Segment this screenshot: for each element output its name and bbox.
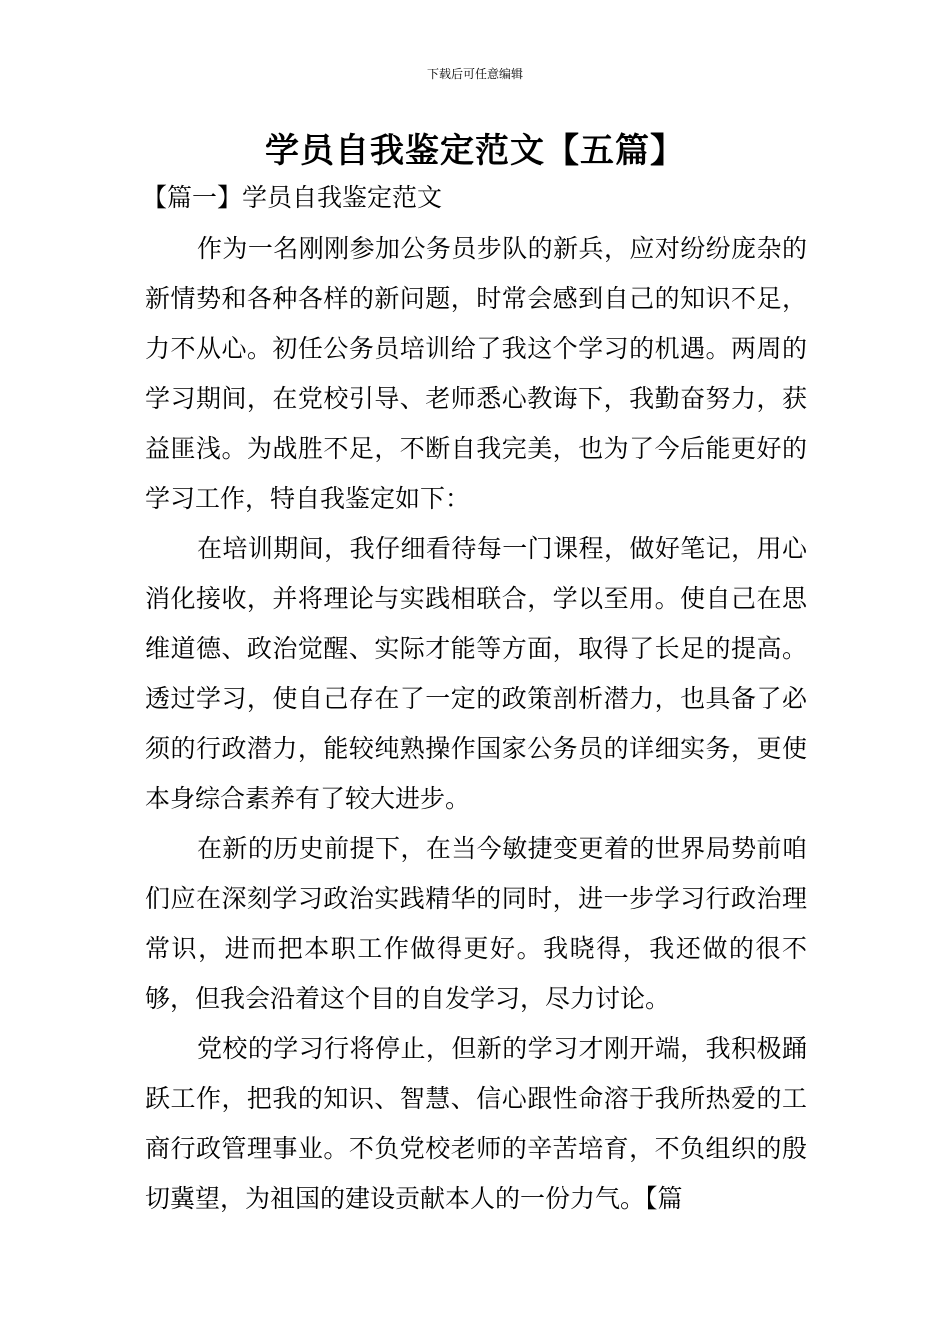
page-title: 学员自我鉴定范文【五篇】: [265, 131, 685, 171]
header-note: 下载后可任意编辑: [426, 67, 523, 81]
paragraph: 党校的学习行将停止，但新的学习才刚开端，我积极踊跃工作，把我的知识、智慧、信心跟性命溶于我所热爱的工商行政管理事业。不负党校老师的辛苦培育，不负组织的殷切冀望，为祖国的建设贡献本人的一份力气。【篇: [145, 1034, 807, 1213]
paragraph: 在培训期间，我仔细看待每一门课程，做好笔记，用心消化接收，并将理论与实践相联合，学以至用。使自己在思维道德、政治觉醒、实际才能等方面，取得了长足的提高。透过学习，使自己存在了一定的政策剖析潜力，也具备了必须的行政潜力，能较纯熟操作国家公务员的详细实务，更使本身综合素养有了较大进步。: [145, 534, 807, 813]
document-body: [145, 224, 807, 1224]
section-heading: 【篇一】学员自我鉴定范文: [142, 183, 443, 212]
paragraph: 作为一名刚刚参加公务员步队的新兵，应对纷纷庞杂的新情势和各种各样的新问题，时常会感到自己的知识不足，力不从心。初任公务员培训给了我这个学习的机遇。两周的学习期间，在党校引导、老师悉心教诲下，我勤奋努力，获益匪浅。为战胜不足，不断自我完美，也为了今后能更好的学习工作，特自我鉴定如下：: [145, 234, 807, 513]
paragraph: 在新的历史前提下，在当今敏捷变更着的世界局势前咱们应在深刻学习政治实践精华的同时，进一步学习行政治理常识，进而把本职工作做得更好。我晓得，我还做的很不够，但我会沿着这个目的自发学习，尽力讨论。: [145, 834, 807, 1013]
